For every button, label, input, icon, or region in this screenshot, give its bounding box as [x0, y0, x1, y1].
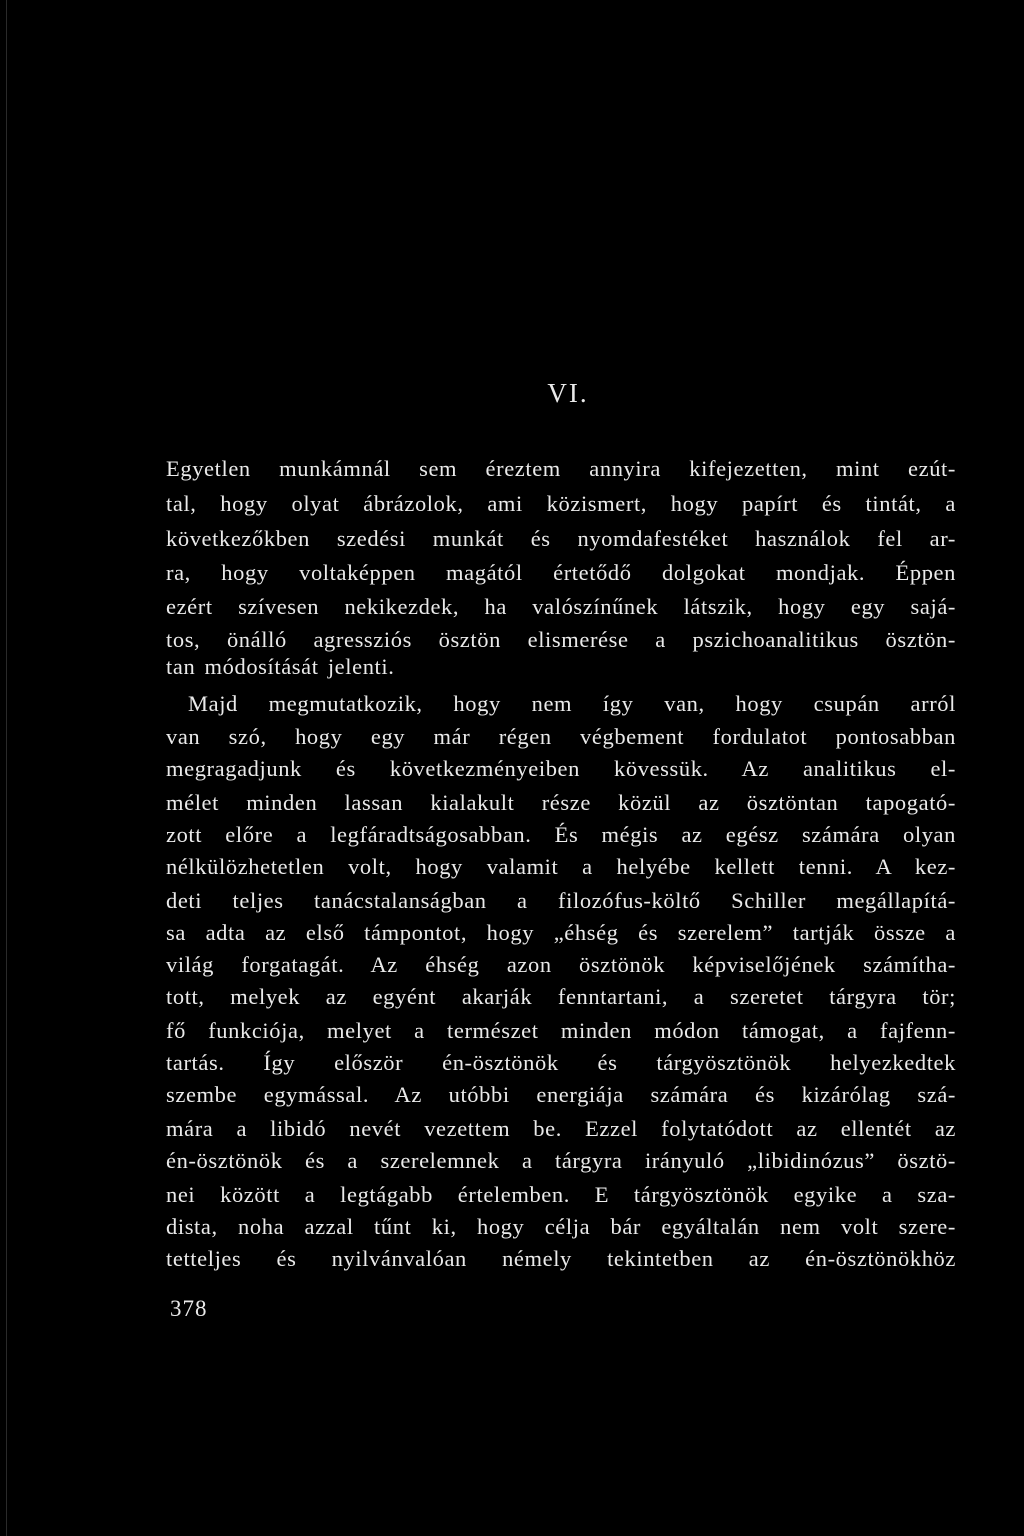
page-edge-shadow [6, 0, 7, 1536]
text-line: ezért szívesen nekikezdek, ha valószínűnek látszik, hogy egy sajá- [166, 594, 956, 619]
text-line: van szó, hogy egy már régen végbement fordulatot pontosabban [166, 724, 956, 749]
text-line: deti teljes tanácstalanságban a filozófus-költő Schiller megállapítá- [166, 888, 956, 913]
text-line: fő funkciója, melyet a természet minden módon támogat, a fajfenn- [166, 1018, 956, 1043]
text-line: világ forgatagát. Az éhség azon ösztönök képviselőjének számítha- [166, 952, 956, 977]
text-line: mára a libidó nevét vezettem be. Ezzel folytatódott az ellentét az [166, 1116, 956, 1141]
text-line: ra, hogy voltaképpen magától értetődő dolgokat mondjak. Éppen [166, 560, 956, 585]
text-line: tal, hogy olyat ábrázolok, ami közismert, hogy papírt és tintát, a [166, 491, 956, 516]
text-line: zott előre a legfáradtságosabban. És mégis az egész számára olyan [166, 822, 956, 847]
text-line: Majd megmutatkozik, hogy nem így van, hogy csupán arról [188, 691, 956, 716]
text-line: megragadjunk és következményeiben kövessük. Az analitikus el- [166, 756, 956, 781]
chapter-heading: VI. [547, 378, 589, 408]
text-line: tetteljes és nyilvánvalóan némely tekintetben az én-ösztönökhöz [166, 1246, 956, 1271]
text-line: sa adta az első támpontot, hogy „éhség és szerelem” tartják össze a [166, 920, 956, 945]
text-line: tott, melyek az egyént akarják fenntartani, a szeretet tárgyra tör; [166, 984, 956, 1009]
page-number: 378 [170, 1296, 208, 1321]
text-line: tartás. Így először én-ösztönök és tárgyösztönök helyezkedtek [166, 1050, 956, 1075]
text-line: nei között a legtágabb értelemben. E tárgyösztönök egyike a sza- [166, 1182, 956, 1207]
text-line: Egyetlen munkámnál sem éreztem annyira kifejezetten, mint ezút- [166, 456, 956, 481]
text-line: én-ösztönök és a szerelemnek a tárgyra irányuló „libidinózus” ösztö- [166, 1148, 956, 1173]
text-line: dista, noha azzal tűnt ki, hogy célja bár egyáltalán nem volt szere- [166, 1214, 956, 1239]
text-line: következőkben szedési munkát és nyomdafestéket használok fel ar- [166, 526, 956, 551]
text-line: nélkülözhetetlen volt, hogy valamit a helyébe kellett tenni. A kez- [166, 854, 956, 879]
text-line: szembe egymással. Az utóbbi energiája számára és kizárólag szá- [166, 1082, 956, 1107]
text-line: tos, önálló agressziós ösztön elismerése a pszichoanalitikus ösztön- [166, 627, 956, 652]
text-line: mélet minden lassan kialakult része közül az ösztöntan tapogató- [166, 790, 956, 815]
text-line: tan módosítását jelenti. [166, 654, 395, 679]
